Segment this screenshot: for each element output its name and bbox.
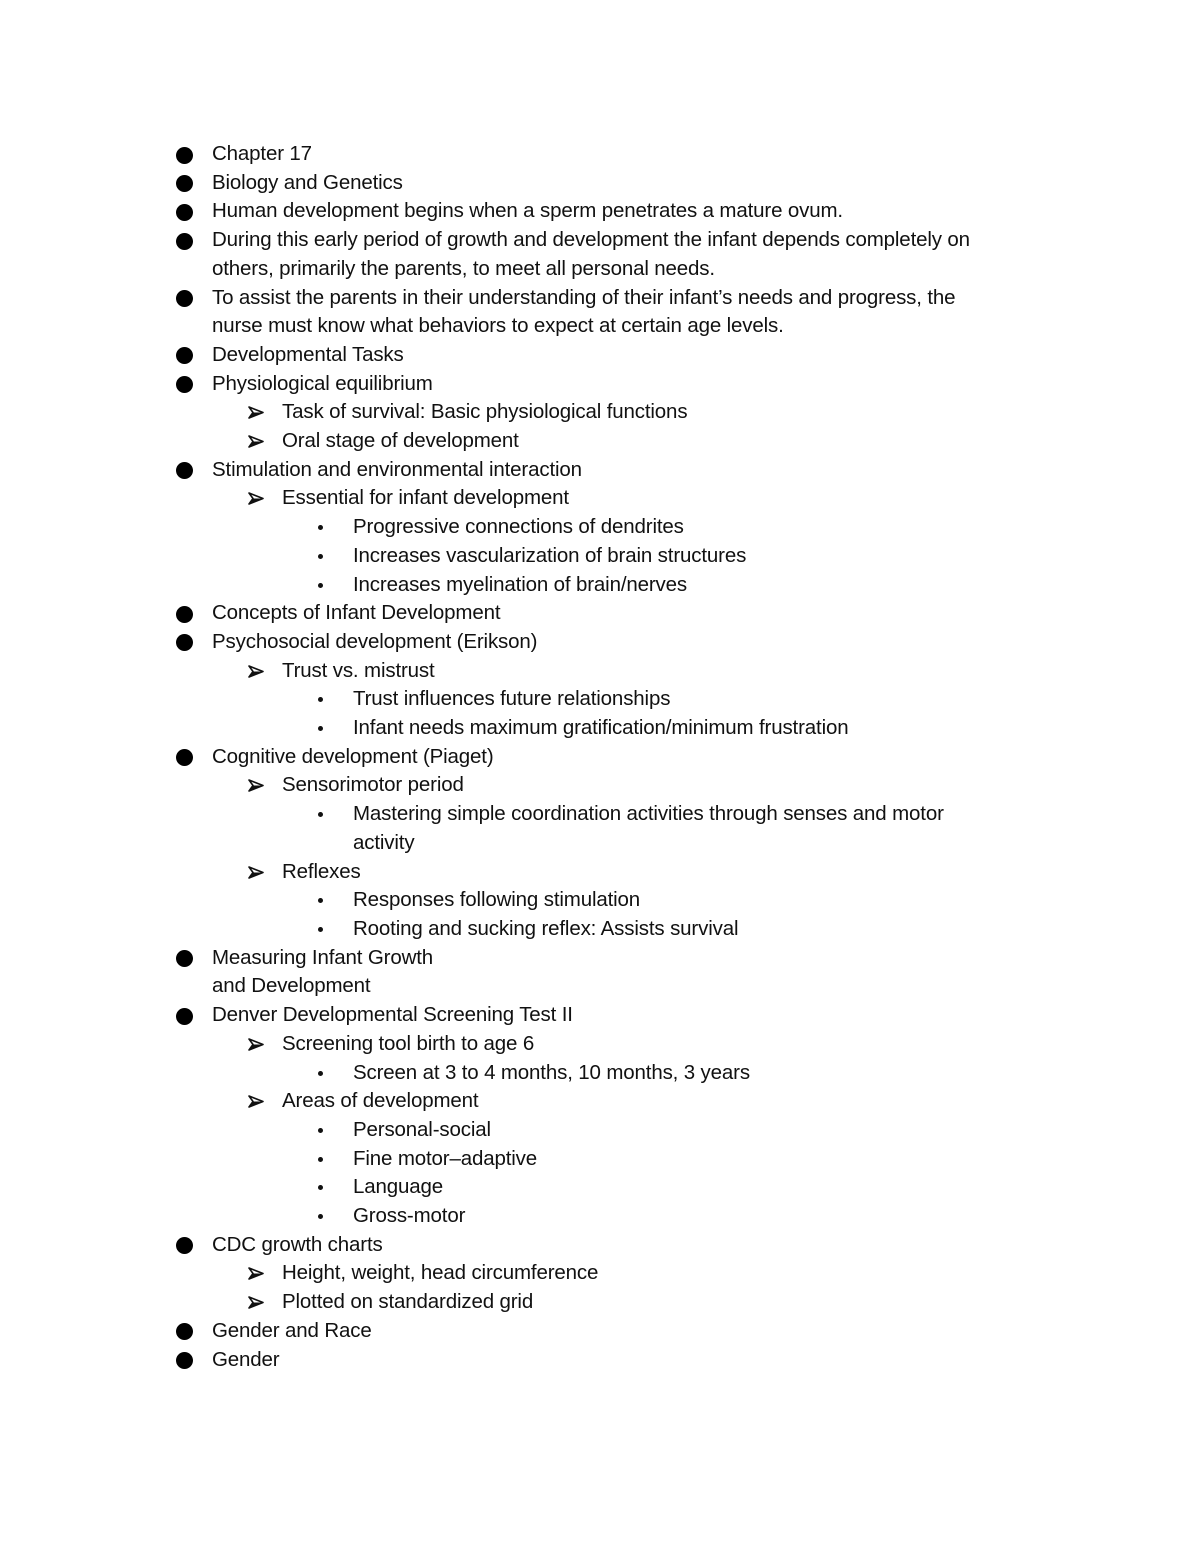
outline-item-text: Sensorimotor period	[282, 773, 464, 797]
arrowhead-icon	[248, 1038, 264, 1051]
arrowhead-icon	[248, 866, 264, 879]
small-dot-icon	[318, 583, 323, 588]
outline-item-level-2	[0, 398, 1200, 427]
small-dot-icon	[318, 1128, 323, 1133]
outline-item-level-3	[0, 886, 1200, 915]
outline-item-continuation	[0, 312, 1200, 341]
outline-item-text: Trust vs. mistrust	[282, 658, 435, 682]
filled-circle-icon	[176, 376, 193, 393]
outline-item-text: Increases myelination of brain/nerves	[353, 572, 688, 596]
outline-item-text: Fine motor–adaptive	[353, 1146, 538, 1170]
outline-item-text: Plotted on standardized grid	[282, 1290, 534, 1314]
arrowhead-icon	[248, 779, 264, 792]
filled-circle-icon	[176, 1008, 193, 1025]
outline-item-text: Oral stage of development	[282, 429, 519, 453]
filled-circle-icon	[176, 1237, 193, 1254]
small-dot-icon	[318, 1185, 323, 1190]
filled-circle-icon	[176, 749, 193, 766]
outline-item-text: Gender and Race	[212, 1318, 372, 1342]
outline-item-text: Gross-motor	[353, 1204, 466, 1228]
outline-item-level-3	[0, 1059, 1200, 1088]
small-dot-icon	[318, 1157, 323, 1162]
outline-item-level-3	[0, 1116, 1200, 1145]
outline-item-text: nurse must know what behaviors to expect at certain age levels.	[212, 314, 784, 338]
outline-item-level-3	[0, 542, 1200, 571]
filled-circle-icon	[176, 1352, 193, 1369]
outline-item-text: Cognitive development (Piaget)	[212, 744, 494, 768]
outline-item-text: Denver Developmental Screening Test II	[212, 1003, 573, 1027]
filled-circle-icon	[176, 462, 193, 479]
outline-item-text: Mastering simple coordination activities through senses and motor	[353, 802, 944, 826]
outline-item-level-3	[0, 571, 1200, 600]
outline-item-text: others, primarily the parents, to meet all personal needs.	[212, 256, 715, 280]
outline-item-text: Biology and Genetics	[212, 170, 403, 194]
outline-item-level-1	[0, 169, 1200, 198]
small-dot-icon	[318, 697, 323, 702]
filled-circle-icon	[176, 175, 193, 192]
outline-item-level-1	[0, 370, 1200, 399]
outline-item-level-1	[0, 628, 1200, 657]
outline-item-text: Responses following stimulation	[353, 888, 641, 912]
outline-item-level-1	[0, 1231, 1200, 1260]
outline-item-text: Concepts of Infant Development	[212, 601, 501, 625]
outline-item-level-2	[0, 427, 1200, 456]
outline-item-continuation	[0, 829, 1200, 858]
arrowhead-icon	[248, 1296, 264, 1309]
filled-circle-icon	[176, 204, 193, 221]
outline-item-continuation	[0, 255, 1200, 284]
arrowhead-icon	[248, 665, 264, 678]
arrowhead-icon	[248, 406, 264, 419]
outline-item-level-2	[0, 1259, 1200, 1288]
outline-item-level-3	[0, 800, 1200, 829]
outline-item-level-2	[0, 484, 1200, 513]
outline-item-text: CDC growth charts	[212, 1232, 383, 1256]
small-dot-icon	[318, 898, 323, 903]
small-dot-icon	[318, 927, 323, 932]
outline-item-level-1	[0, 341, 1200, 370]
chapter-heading: Chapter 17	[212, 142, 312, 165]
outline-item-text: activity	[353, 830, 415, 854]
outline-item-level-3	[0, 685, 1200, 714]
outline-item-text: Height, weight, head circumference	[282, 1261, 599, 1285]
arrowhead-icon	[248, 1267, 264, 1280]
outline-item-text: Increases vascularization of brain structures	[353, 543, 747, 567]
outline-item-text: Infant needs maximum gratification/minimum frustration	[353, 716, 849, 740]
outline-item-text: Developmental Tasks	[212, 342, 404, 366]
outline-item-text: Personal-social	[353, 1117, 491, 1141]
outline-item-text: Physiological equilibrium	[212, 371, 433, 395]
outline-item-level-1	[0, 944, 1200, 973]
outline-item-text: Trust influences future relationships	[353, 687, 671, 711]
outline-item-text: Human development begins when a sperm penetrates a mature ovum.	[212, 199, 843, 223]
outline-item-level-1	[0, 599, 1200, 628]
outline-item-level-2	[0, 1087, 1200, 1116]
outline-item-level-3	[0, 1173, 1200, 1202]
outline-item-level-3	[0, 714, 1200, 743]
outline-item-level-1	[0, 1001, 1200, 1030]
outline-item-text: Screening tool birth to age 6	[282, 1031, 535, 1055]
filled-circle-icon	[176, 347, 193, 364]
outline-item-text: Progressive connections of dendrites	[353, 515, 684, 539]
filled-circle-icon	[176, 634, 193, 651]
outline-item-text: To assist the parents in their understanding of their infant’s needs and progress, the	[212, 285, 956, 309]
small-dot-icon	[318, 1071, 323, 1076]
outline-item-text: Measuring Infant Growth	[212, 945, 434, 969]
filled-circle-icon	[176, 950, 193, 967]
outline-item-level-2	[0, 858, 1200, 887]
outline-item-level-2	[0, 1288, 1200, 1317]
outline-item-text: Language	[353, 1175, 444, 1199]
outline-item-text: Stimulation and environmental interaction	[212, 457, 582, 481]
chapter-heading-line	[0, 140, 1200, 169]
outline-item-level-1	[0, 456, 1200, 485]
outline-item-level-3	[0, 915, 1200, 944]
outline-item-continuation	[0, 972, 1200, 1001]
small-dot-icon	[318, 1214, 323, 1219]
filled-circle-icon	[176, 1323, 193, 1340]
outline-item-level-3	[0, 513, 1200, 542]
outline-item-text: Areas of development	[282, 1089, 479, 1113]
outline-item-text: Gender	[212, 1347, 280, 1371]
outline-item-text: Reflexes	[282, 859, 361, 883]
small-dot-icon	[318, 726, 323, 731]
outline-item-level-2	[0, 771, 1200, 800]
arrowhead-icon	[248, 435, 264, 448]
outline-item-text: Screen at 3 to 4 months, 10 months, 3 years	[353, 1060, 750, 1084]
outline-item-level-2	[0, 657, 1200, 686]
outline-item-level-1	[0, 226, 1200, 255]
outline-item-text: Essential for infant development	[282, 486, 569, 510]
outline-item-text: and Development	[212, 974, 371, 998]
outline-item-level-1	[0, 743, 1200, 772]
outline-item-level-1	[0, 1317, 1200, 1346]
arrowhead-icon	[248, 1095, 264, 1108]
arrowhead-icon	[248, 492, 264, 505]
filled-circle-icon	[176, 606, 193, 623]
outline-item-level-2	[0, 1030, 1200, 1059]
outline-item-level-3	[0, 1202, 1200, 1231]
outline-item-text: Task of survival: Basic physiological functions	[282, 400, 688, 424]
small-dot-icon	[318, 525, 323, 530]
outline-item-level-1	[0, 1346, 1200, 1375]
outline-item-level-1	[0, 284, 1200, 313]
small-dot-icon	[318, 812, 323, 817]
outline-item-text: Psychosocial development (Erikson)	[212, 629, 538, 653]
outline-item-level-3	[0, 1145, 1200, 1174]
outline-item-level-1	[0, 197, 1200, 226]
filled-circle-icon	[176, 233, 193, 250]
outline-item-text: During this early period of growth and development the infant depends completely on	[212, 228, 970, 252]
outline-list	[0, 140, 1200, 1374]
filled-circle-icon	[176, 290, 193, 307]
outline-item-text: Rooting and sucking reflex: Assists survival	[353, 916, 739, 940]
small-dot-icon	[318, 554, 323, 559]
